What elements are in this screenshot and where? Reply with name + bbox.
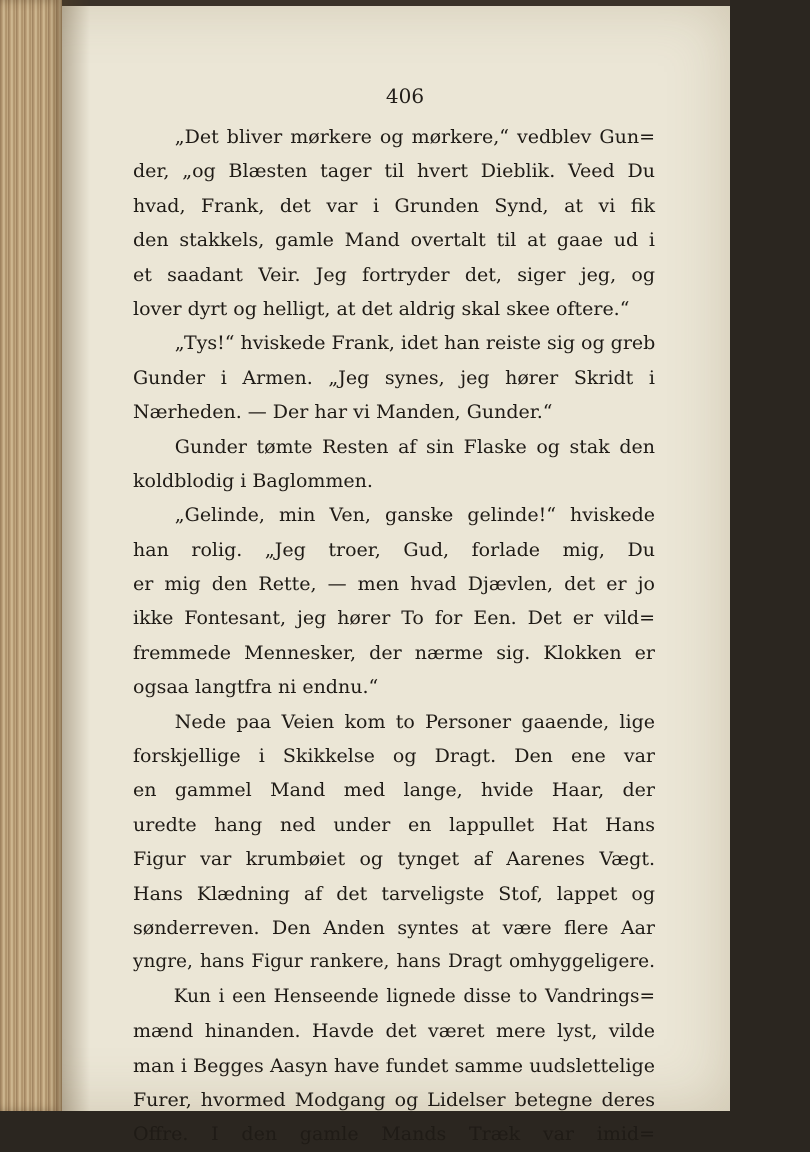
text-line: „Det bliver mørkere og mørkere,“ vedblev Gun=	[174, 126, 655, 148]
text-line: Nærheden. — Der har vi Manden, Gunder.“	[133, 401, 553, 424]
text-line: yngre, hans Figur rankere, hans Dragt omhyggeligere.	[133, 951, 655, 973]
gutter-shadow	[62, 0, 90, 1111]
text-line: han rolig. „Jeg troer, Gud, forlade mig, Du	[133, 538, 655, 561]
page-number: 406	[385, 84, 425, 108]
text-line: en gammel Mand med lange, hvide Haar, der	[133, 779, 655, 802]
text-line: den stakkels, gamle Mand overtalt til at gaae ud i	[133, 229, 655, 252]
text-line: fremmede Mennesker, der nærme sig. Klokken er	[133, 641, 655, 664]
text-line: Hans Klædning af det tarveligste Stof, lappet og	[133, 882, 655, 905]
text-line: sønderreven. Den Anden syntes at være flere Aar	[133, 916, 655, 939]
text-line: lover dyrt og helligt, at det aldrig skal skee oftere.“	[133, 297, 630, 320]
text-line: koldblodig i Baglommen.	[133, 469, 373, 492]
text-line: hvad, Frank, det var i Grunden Synd, at vi fik	[133, 194, 655, 217]
text-line: „Tys!“ hviskede Frank, idet han reiste sig og greb	[174, 332, 656, 355]
text-line: er mig den Rette, — men hvad Djævlen, det er jo	[133, 573, 655, 596]
text-line: Figur var krumbøiet og tynget af Aarenes Vægt.	[133, 848, 655, 871]
text-line: forskjellige i Skikkelse og Dragt. Den ene var	[133, 745, 655, 768]
text-line: et saadant Veir. Jeg fortryder det, siger jeg, og	[133, 263, 655, 286]
text-line: Gunder i Armen. „Jeg synes, jeg hører Skridt i	[133, 366, 655, 389]
text-line: mænd hinanden. Havde det været mere lyst, vilde	[133, 1020, 655, 1043]
text-line: Nede paa Veien kom to Personer gaaende, lige	[174, 710, 655, 733]
text-line: Furer, hvormed Modgang og Lidelser betegne deres	[133, 1088, 655, 1111]
text-line: Gunder tømte Resten af sin Flaske og stak den	[174, 435, 655, 458]
text-line: „Gelinde, min Ven, ganske gelinde!“ hviskede	[174, 504, 655, 527]
text-line: man i Begges Aasyn have fundet samme uudslettelige	[133, 1054, 655, 1077]
text-line: ogsaa langtfra ni endnu.“	[133, 676, 379, 699]
text-line: Offre. I den gamle Mands Træk var imid=	[133, 1123, 655, 1146]
text-line: Kun i een Henseende lignede disse to Vandrings=	[173, 985, 655, 1007]
book-page-edges	[0, 0, 62, 1111]
body-text	[133, 120, 655, 1152]
top-dark-edge	[0, 0, 730, 6]
text-line: uredte hang ned under en lappullet Hat Hans	[133, 813, 655, 836]
text-line: ikke Fontesant, jeg hører To for Een. Det er vild=	[133, 607, 655, 630]
text-line: der, „og Blæsten tager til hvert Dieblik. Veed Du	[133, 160, 655, 183]
